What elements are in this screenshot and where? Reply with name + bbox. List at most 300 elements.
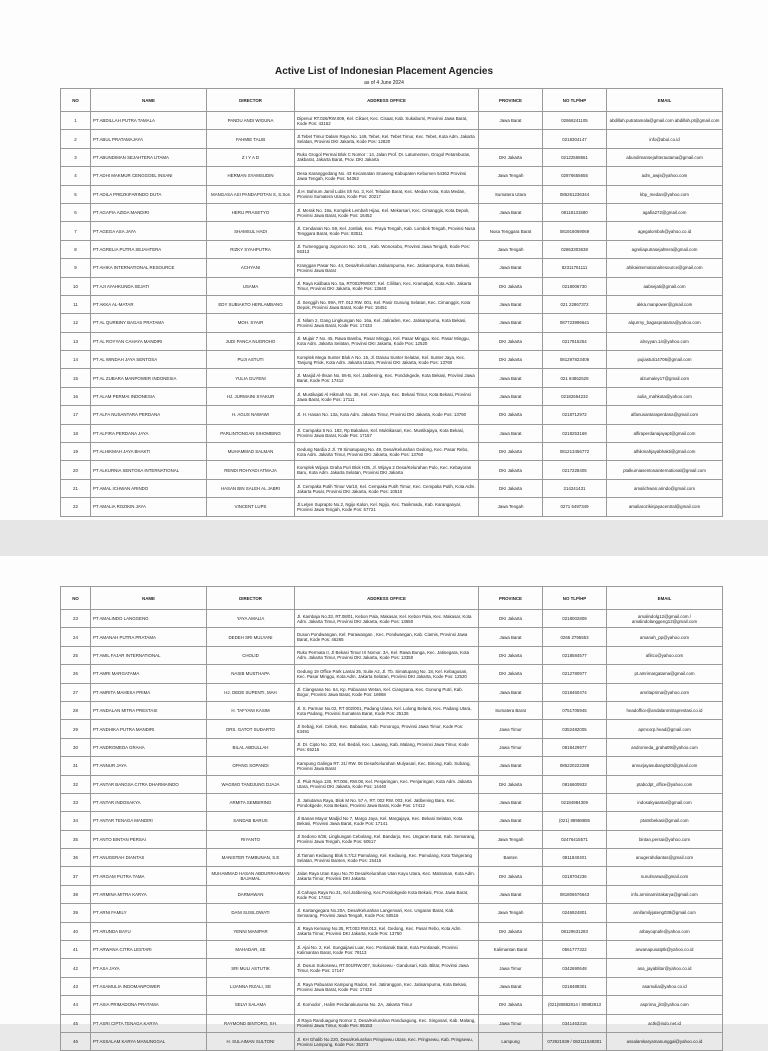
cell-province [479, 130, 543, 148]
cell-province: Sumatera Barat [479, 701, 543, 719]
cell-phone: 02122558661 [543, 148, 607, 166]
cell-name: PT ANDROMEDA GRAHA [91, 738, 207, 756]
cell-name: PT ABUNDIMAN SEJAHTERA UTAMA [91, 148, 207, 166]
cell-province: Banten [479, 849, 543, 867]
table-row [61, 222, 723, 240]
cell-email: indosakyaantar@gmail.com [607, 793, 723, 811]
cell-province: Jawa Timur [479, 720, 543, 738]
cell-no: 39 [61, 904, 91, 922]
header-email: EMAIL [607, 587, 723, 610]
cell-phone: 0218253169 [543, 424, 607, 442]
cell-email: bintan.persai@yahoo.com [607, 830, 723, 848]
cell-no: 19 [61, 443, 91, 461]
cell-name: PT ANDHIKA PUTRA MANDIRI [91, 720, 207, 738]
cell-address: Jl.Taman Kedaung Blok 5.7/12 Pamulang, Kel. Kedaung, Kec. Pamulang, Kota Tangerang Selatan, Provinsi Banten, Kode Pos: 15415 [295, 849, 479, 867]
cell-director: JUDI PANCA NUGROHO [207, 332, 295, 350]
cell-email: abundimansejahterautama@gmail.com [607, 148, 723, 166]
cell-province: Jawa Timur [479, 738, 543, 756]
cell-no: 23 [61, 610, 91, 628]
cell-email: ptatmbekasi@gmail.com [607, 812, 723, 830]
cell-no: 36 [61, 849, 91, 867]
table-row [61, 203, 723, 221]
cell-address: Jl. Ajai No. 2, Kel. Sungaijawi Luar, Kec. Pontianak Barat, Kota Pontianak, Provinsi Kalimantan Barat, Kode Pos: 78113 [295, 941, 479, 959]
cell-email: ptalkurniasentosainternational@gmail.com [607, 461, 723, 479]
cell-director: BILAL ABDULLAH [207, 738, 295, 756]
cell-province: Jawa Barat [479, 295, 543, 313]
cell-name: PT AMRITA MAHESA PRIMA [91, 683, 207, 701]
cell-director: FAHMIE TALIB [207, 130, 295, 148]
cell-phone: 085261236344 [543, 185, 607, 203]
cell-no: 29 [61, 720, 91, 738]
cell-phone: 0218460474 [543, 683, 607, 701]
cell-phone: 0816600933 [543, 775, 607, 793]
cell-phone: 08118131580 [543, 203, 607, 221]
cell-director: HJ. JURMAINI SYAKUR [207, 387, 295, 405]
cell-phone: 0218584577 [543, 646, 607, 664]
cell-no: 16 [61, 387, 91, 405]
header-address: ADDRESS OFFICE [295, 89, 479, 112]
cell-no: 44 [61, 996, 91, 1014]
cell-name: PT ABUL PRATAMAJAYA [91, 130, 207, 148]
cell-email: pujiastuti14706@gmail.com [607, 351, 723, 369]
table-row [61, 1014, 723, 1032]
cell-email: info@abul.co.id [607, 130, 723, 148]
cell-address: Jl. Komodor , Halim Perdanakusuma No. 2A, Jakarta Timur [295, 996, 479, 1014]
cell-name: PT AMIL FAJAR INTERNATIONAL [91, 646, 207, 664]
header-province: PROVINCE [479, 587, 543, 610]
cell-email: asamulia@yahoo.co.id [607, 977, 723, 995]
cell-name: PT ALFA NUSANTARA PERDANA [91, 406, 207, 424]
cell-email: pt.amrimargatama@gmail.com [607, 665, 723, 683]
cell-phone: 087723996641 [543, 314, 607, 332]
cell-name: PT AHIKA INTERNATIONAL RESOURCE [91, 259, 207, 277]
cell-name: PT ARGAM PUTRA TAMA [91, 867, 207, 885]
cell-province: Jawa Tengah [479, 830, 543, 848]
cell-province: Jawa Barat [479, 977, 543, 995]
table-row [61, 387, 723, 405]
cell-address: Jl. Campaka 5 No. 182, Rp Bakakan, Kel. Muktikasari, Kec. Mustikajaya, Kota Bekasi, Provinsi Jawa Barat, Kode Pos: 17157 [295, 424, 479, 442]
cell-director: DEDEH SRI MULYANI [207, 628, 295, 646]
cell-email: headoffice@andalanmitraprestasi.co.id [607, 701, 723, 719]
cell-province: DKI Jakarta [479, 148, 543, 166]
table-row [61, 720, 723, 738]
table-row [61, 922, 723, 940]
cell-email: alfiraperdanajayapt@gmail.com [607, 424, 723, 442]
cell-phone: (021)80882814 / 80882813 [543, 996, 607, 1014]
table-row [61, 332, 723, 350]
cell-province: Jawa Barat [479, 812, 543, 830]
cell-phone: 02863303638 [543, 240, 607, 258]
cell-phone: 021 22867372 [543, 295, 607, 313]
table-row [61, 830, 723, 848]
cell-province: Sumatera Utara [479, 185, 543, 203]
table-row [61, 683, 723, 701]
cell-province: DKI Jakarta [479, 665, 543, 683]
cell-email: agegalombok@yahoo.co.id [607, 222, 723, 240]
table-row [61, 793, 723, 811]
cell-name: PT ANDALAN MITRA PRESTASI [91, 701, 207, 719]
table-row [61, 277, 723, 295]
cell-phone: 0265 2795553 [543, 628, 607, 646]
header-phone: NO TLP/HP [543, 89, 607, 112]
cell-director: RAYMOND BINTORO, SH. [207, 1014, 295, 1032]
cell-phone: 02476415571 [543, 830, 607, 848]
table-row [61, 959, 723, 977]
cell-director: YAYA AMALIA [207, 610, 295, 628]
cell-no: 11 [61, 295, 91, 313]
table-row [61, 185, 723, 203]
cell-address: Jl. Kambaja No.33, RT.08/01, Kebon Pala, Makasar, Kel. Kebon Pala, Kec. Makasar, Kota Adm. Jakarta Timur, Provinsi DKI Jakarta, Kode Pos: 13650 [295, 610, 479, 628]
cell-no: 3 [61, 148, 91, 166]
table-row [61, 314, 723, 332]
cell-address: Jl. H. Hasan No. 13a, Kota Adm. Jakarta Timur, Provinsi DKI Jakarta, Kode Pos: 13760 [295, 406, 479, 424]
cell-email: assalamkaryamanunggal@yahoo.co.id [607, 1032, 723, 1050]
cell-no: 32 [61, 775, 91, 793]
cell-name: PT ALHIKMAH JAYA BHAKTI [91, 443, 207, 461]
cell-phone: 0352482005 [543, 720, 607, 738]
cell-email: andromeda_graha09@yahoo.com [607, 738, 723, 756]
header-email: EMAIL [607, 89, 723, 112]
cell-province: DKI Jakarta [479, 277, 543, 295]
cell-no: 20 [61, 461, 91, 479]
cell-name: PT AL WINDAH JAYA SENTOSA [91, 351, 207, 369]
cell-address: Jl. Nilam 2, Gang Lingkungan No. 16a, Kel. Jatiraden, Kec. Jatisampurna, Kota Bekasi, Provinsi Jawa Barat, Kode Pos: 17433 [295, 314, 479, 332]
table-row [61, 977, 723, 995]
cell-no: 30 [61, 738, 91, 756]
cell-address: Gedung 19 Office Park Lantai 25, Suite A2, Jl. Tb. Simatupang No. 18, Kel. Kebagusan, Kec. Pasar Minggu, Kota Adm. Jakarta Selatan, Provinsi DKI Jakarta, Kode Pos: 12520 [295, 665, 479, 683]
cell-name: PT ALFIRA PERDANA JAYA [91, 424, 207, 442]
cell-province: DKI Jakarta [479, 443, 543, 461]
cell-name: PT AL ZUBARA MANPOWER INDONESIA [91, 369, 207, 387]
page-gap [0, 520, 768, 556]
cell-director: MANISTER TAMBUNAN, S.E [207, 849, 295, 867]
cell-address: Jl. Masjid Al-Ihsan No. 56-B, Kel. Jatibening, Kec. Pondokgede, Kota Bekasi, Provinsi Jawa Barat, Kode Pos: 17412 [295, 369, 479, 387]
cell-name: PT ANTAR BANGSA CITRA DHARMAINDO [91, 775, 207, 793]
cell-email: asprima_jkt@yahoo.com [607, 996, 723, 1014]
cell-phone: 0818429977 [543, 738, 607, 756]
document-title: Active List of Indonesian Placement Agencies [274, 66, 494, 77]
cell-address: Jalan Raya Utan Kayu No.70 Desa/Kelurahan Utan Kayu Utara, Kec. Matraman, Kota Adm. Jakarta Timur, Provinsi DKI Jakarta [295, 867, 479, 885]
cell-no: 28 [61, 701, 91, 719]
cell-address: Jl. S. Parman No.02, RT 002/001, Padang Ulana, Kel. Lolong Belanti, Kec. Padang Utara, Kota Padang, Provinsi Sumatera Barat, Kode Pos: 25136 [295, 701, 479, 719]
cell-name: PT ANTAR INDOSAKYA [91, 793, 207, 811]
cell-phone: 0217228405 [543, 461, 607, 479]
cell-address: Jl. Dusun Sukosewu, RT.001/RW.007, Sukosewu - Gandusari, Kab. Blitar, Provinsi Jawa Timur, Kode Pos: 17147 [295, 959, 479, 977]
cell-address: Komplek Mega Sunter Blok A No. 16, Jl. Danau Sunter Selatan, Kel. Sunter Jaya, Kec. Tanjung Priok, Kota Adm. Jakarta Utara, Provinsi DKI Jakarta, Kode Pos: 13760 [295, 351, 479, 369]
table-row [61, 738, 723, 756]
cell-address: Kampung Galinga RT. 21/ RW. 06 Desa/Kelurahan Mulyasari, Kec. Binong, Kab. Subang, Provinsi Jawa Barat [295, 757, 479, 775]
cell-email: ahikainternationalresource@gmail.com [607, 259, 723, 277]
cell-province: Jawa Barat [479, 885, 543, 903]
cell-no: 2 [61, 130, 91, 148]
cell-email: alzumaley17@gmail.com [607, 369, 723, 387]
cell-address: Jl Sebajj, Kel. Cekok, Kec. Babadan, Kab. Ponorogo, Provinsi Jawa Timur, Kode Pos: 63491 [295, 720, 479, 738]
cell-province: Jawa Tengah [479, 904, 543, 922]
cell-name: PT ANNUR JAYA [91, 757, 207, 775]
cell-name: PT ARNI FAMILY [91, 904, 207, 922]
cell-no: 40 [61, 922, 91, 940]
cell-name: PT ARWANA CITRA LESTARI [91, 941, 207, 959]
cell-province: Nusa Tenggara Barat [479, 222, 543, 240]
cell-province: DKI Jakarta [479, 461, 543, 479]
cell-phone: 02182654232 [543, 387, 607, 405]
table-row [61, 479, 723, 497]
cell-province: Jawa Barat [479, 203, 543, 221]
document-page-2 [0, 556, 768, 1047]
header-name: NAME [91, 587, 207, 610]
table-row [61, 996, 723, 1014]
cell-no: 14 [61, 351, 91, 369]
cell-phone: 0811840401 [543, 849, 607, 867]
table-header-row [61, 587, 723, 610]
cell-director: DRS. GATOT SUDARTO [207, 720, 295, 738]
cell-no: 34 [61, 812, 91, 830]
table-row [61, 240, 723, 258]
cell-email: amritaprima@yahoo.com [607, 683, 723, 701]
table-row [61, 904, 723, 922]
table-row [61, 885, 723, 903]
cell-address: Jl. Mustikajati Al Hikmah No. 36, Kel. Aren Jaya, Kec. Bekasi Timur, Kota Bekasi, Provinsi Jawa Barat, Kode Pos: 17111 [295, 387, 479, 405]
cell-address: Jl. Cendanan No. 59, Kel. Jontlak, Kec. Praya Tengah, Kab. Lombok Tengah, Provinsi Nusa Tenggara Barat, Kode Pos: 83511 [295, 222, 479, 240]
cell-phone: 02876655655 [543, 167, 607, 185]
cell-name: PT ALAM PERMAI INDONESIA [91, 387, 207, 405]
cell-no: 7 [61, 222, 91, 240]
cell-director: LIJANNA RIZALI, SE [207, 977, 295, 995]
document-page-1 [0, 0, 768, 520]
cell-director: MANGASA ASI PANDAPOTAN S, S.Sos [207, 185, 295, 203]
cell-province: Jawa Tengah [479, 498, 543, 516]
cell-address: Jl.Tebet Timur Dalam Raya No. 149, Tebet, Kel. Tebet Timur, Kec. Tebet, Kota Adm. Jakarta Selatan, Provinsi DKI Jakarta, Kode Pos: 12820 [295, 130, 479, 148]
cell-province: DKI Jakarta [479, 351, 543, 369]
cell-name: PT ADILA PREZKIFARINDO DUTA [91, 185, 207, 203]
cell-no: 33 [61, 793, 91, 811]
cell-director: VINCENT LUPS [207, 498, 295, 516]
cell-name: PT ASRI CIPTA TENAGA KARYA [91, 1014, 207, 1032]
cell-address: Jl. Merak No. 19a, Komplek Lembah Hijau, Kel. Mekarsari, Kec. Cimanggis, Kota Depok, Provinsi Jawa Barat, Kode Pos: 16452 [295, 203, 479, 221]
cell-province: DKI Jakarta [479, 996, 543, 1014]
table-row [61, 665, 723, 683]
cell-director: EDY SUBIAKTO HERLAMBANG [207, 295, 295, 313]
cell-province: Jawa Barat [479, 793, 543, 811]
cell-province: Jawa Barat [479, 683, 543, 701]
cell-director: PARLINTONGAN SIHOMBING [207, 424, 295, 442]
cell-email: amanah_pp@yahoo.com [607, 628, 723, 646]
cell-email: amaliarozikinjayacentral@gmail.com [607, 498, 723, 516]
cell-province: Jawa Barat [479, 369, 543, 387]
table-row [61, 167, 723, 185]
cell-name: PT ALKURNIA SENTOSA INTERNATIONAL [91, 461, 207, 479]
cell-address: Dipenur RT.026/RW.009, Kel. Cikaet, Kec. Cisaat, Kab. Sukabumi, Provinsi Jawa Barat, Kode Pos: 43152 [295, 112, 479, 130]
cell-address: Jl. Senggih No. 99A, RT. 012 RW. 001, Kel. Pasir Gunung Selatan, Kec. Cimanggis, Kota Depok, Provinsi Jawa Barat, Kode Pos: 16451 [295, 295, 479, 313]
cell-phone: 0561777322 [543, 941, 607, 959]
cell-no: 18 [61, 424, 91, 442]
cell-phone: 08129631283 [543, 922, 607, 940]
cell-no: 35 [61, 830, 91, 848]
cell-name: PT ASSALAM KARYA MANUNGGAL [91, 1032, 207, 1050]
cell-no: 22 [61, 498, 91, 516]
cell-director: DARMAWAN [207, 885, 295, 903]
cell-director: PUJI ASTUTI [207, 351, 295, 369]
cell-name: PT AGEGA ASA JAYA [91, 222, 207, 240]
cell-director: SHAMSUL HADI [207, 222, 295, 240]
cell-address: Jl. Ciangsana No. 64, Kp. Pabuaran Wetan, Kel. Ciangsana, Kec. Gunung Putri, Kab. Bogor, Provinsi Jawa Barat, Kode Pos: 16968 [295, 683, 479, 701]
cell-director: RIZKY SYAHPUTRA [207, 240, 295, 258]
cell-address: Jl Raya Randuagung Nomor 2, Desa/Kelurahan Randuagung, Kec. Singosari, Kab. Malang, Provinsi Jawa Timur, Kode Pos: 65153 [295, 1014, 479, 1032]
cell-name: PT AMALIA ROZIKIN JAYA [91, 498, 207, 516]
header-province: PROVINCE [479, 89, 543, 112]
cell-phone: 0212780977 [543, 665, 607, 683]
cell-no: 42 [61, 959, 91, 977]
cell-email: alhikmahjayabhakti@gmail.com [607, 443, 723, 461]
cell-director: RIYANTO [207, 830, 295, 848]
cell-name: PT ANUGERAH DIANTAS [91, 849, 207, 867]
cell-email: annurjayasubang520@gmail.com [607, 757, 723, 775]
cell-address: Jl. Tumenggung Jogonoro No. 10 B, , Kab. Wonosobo, Provinsi Jawa Tengah, Kode Pos: 56313 [295, 240, 479, 258]
cell-director: HJ. DEDE SUPENTI, MAH [207, 683, 295, 701]
table-row [61, 148, 723, 166]
cell-director: USAMA [207, 277, 295, 295]
cell-no: 38 [61, 885, 91, 903]
cell-no: 9 [61, 259, 91, 277]
cell-director: DANI SUSILOWATI [207, 904, 295, 922]
cell-director: ACHYANI [207, 259, 295, 277]
cell-no: 41 [61, 941, 91, 959]
cell-email: alfanusantaraperdana@gmail.com [607, 406, 723, 424]
cell-no: 24 [61, 628, 91, 646]
cell-director: PANDU ANDI WIGUNA [207, 112, 295, 130]
cell-name: PT ANTO BINTAN PERSAI [91, 830, 207, 848]
cell-address: Jl. Raya Kemang No.35, RT.003 RW.012, Kel. Gedong, Kec. Pasar Rebo, Kota Adm. Jakarta Timur, Provinsi DKI Jakarta, Kode Pos: 13760 [295, 922, 479, 940]
cell-no: 26 [61, 665, 91, 683]
cell-province: DKI Jakarta [479, 646, 543, 664]
table-row [61, 424, 723, 442]
cell-no: 46 [61, 1032, 91, 1050]
table-row [61, 443, 723, 461]
cell-address: Jl. Pluit Raya 130, RT.006, RW.08, Kel. Penjaringan, Kec. Penjaringan, Kota Adm. Jakarta Utara, Provinsi DKI Jakarta, Kode Pos: 14440 [295, 775, 479, 793]
cell-province: Jawa Barat [479, 757, 543, 775]
cell-province: Kalimantan Barat [479, 941, 543, 959]
table-row [61, 941, 723, 959]
cell-no: 25 [61, 646, 91, 664]
cell-email: alroyyan.14@yahoo.com [607, 332, 723, 350]
table-row [61, 849, 723, 867]
cell-email: adm_awjs@yahoo.com [607, 167, 723, 185]
cell-province: DKI Jakarta [479, 406, 543, 424]
cell-province: Jawa Barat [479, 112, 543, 130]
cell-province: Jawa Barat [479, 387, 543, 405]
cell-name: PT ASA JAYA [91, 959, 207, 977]
cell-province: Jawa Tengah [479, 240, 543, 258]
header-director: DIRECTOR [207, 89, 295, 112]
table-row [61, 812, 723, 830]
cell-name: PT AKKA AL-MATAR [91, 295, 207, 313]
cell-email: akka.manpower@gmail.com [607, 295, 723, 313]
cell-email: asa_jayablitar@yahoo.co.id [607, 959, 723, 977]
cell-phone: (021) 88958855 [543, 812, 607, 830]
cell-phone: 0218712972 [543, 406, 607, 424]
cell-email: kbp_medan@yahoo.com [607, 185, 723, 203]
table-row [61, 701, 723, 719]
cell-director: SANDAB BARUS [207, 812, 295, 830]
cell-address: Jl. Raya Pabuaran Kampung Radon, Kel. Jatiranggon, Kec. Jatisampurna, Kota Bekasi, Provinsi Jawa Barat, Kode Pos: 17432 [295, 977, 479, 995]
cell-email: alqurrny_bagaspratama@yahoo.com [607, 314, 723, 332]
cell-address: Komplek Wijaya Graha Puri Blok H35, Jl. Wijaya 2 Desa/Kelurahan Pulo, Kec. Kebayoran Baru, Kota Adm. Jakarta Selatan, Provinsi DKI Jakarta [295, 461, 479, 479]
cell-address: Jl. Dr. Cipto No. 202, Kel. Bedali, Kec. Lawang, Kab. Malang, Provinsi Jawa Timur, Kode Pos: 65215 [295, 738, 479, 756]
cell-address: Gedung Nardia 2 Jl. 79 Simatupang No. 49, Desa/Kelurahan Gedong, Kec. Pasar Rebo, Kota Adm. Jakarta Timur, Provinsi DKI Jakarta, Kode Pos: 13760 [295, 443, 479, 461]
cell-phone: 0217815254 [543, 332, 607, 350]
cell-address: Jl. KH Ghalib No.220, Desa/Kelurahan Pringsewu Utara, Kec. Pringsewu, Kab. Pringsewu, Provinsi Lampung, Kode Pos: 35373 [295, 1032, 479, 1050]
cell-email: info.arminamitrakarya@gmail.com [607, 885, 723, 903]
cell-email: aabsejati@gmail.com [607, 277, 723, 295]
cell-phone: 0218002809 [543, 610, 607, 628]
cell-province: DKI Jakarta [479, 775, 543, 793]
cell-phone: 214241431 [543, 479, 607, 497]
cell-email: apmcorp.head@gmail.com [607, 720, 723, 738]
cell-email: ptabcdpt_office@yahoo.com [607, 775, 723, 793]
table-row [61, 130, 723, 148]
cell-no: 21 [61, 479, 91, 497]
cell-address: Jl. Jatiutama Raya, Blok M No. 57 A, RT. 002 RW. 003, Kel. Jatibening Baru, Kec. Pondokgede, Kota Bekasi, Provinsi Jawa Barat, Kode Pos: 17412 [295, 793, 479, 811]
cell-name: PT ARUNDA BAYU [91, 922, 207, 940]
cell-no: 17 [61, 406, 91, 424]
cell-province: Jawa Barat [479, 424, 543, 442]
cell-address: Jl.H. Bahrum Jamil Lubis Sh No. 3, Kel. Teladan Barat, Kec. Medan Kota, Kota Medan, Provinsi Sumatera Utara, Kode Pos: 20217 [295, 185, 479, 203]
table-row [61, 406, 723, 424]
cell-name: PT ASIA PRIMADONA PRATAMA [91, 996, 207, 1014]
cell-province: DKI Jakarta [479, 922, 543, 940]
header-name: NAME [91, 89, 207, 112]
cell-director: MUHAMMAD SALMAN [207, 443, 295, 461]
cell-phone: 0218704236 [543, 867, 607, 885]
cell-name: PT ARMINA MITRA KARYA [91, 885, 207, 903]
cell-no: 5 [61, 185, 91, 203]
cell-director: MAHADAR, SE [207, 941, 295, 959]
cell-no: 31 [61, 757, 91, 775]
cell-name: PT AMALINDO LANGGENG [91, 610, 207, 628]
cell-no: 13 [61, 332, 91, 350]
cell-no: 10 [61, 277, 91, 295]
cell-email: amalichwan.arindo@gmail.com [607, 479, 723, 497]
cell-phone: 0341463316 [543, 1014, 607, 1032]
cell-address: Jl.Cahaya Raya No.31, Kel.Jatibening, Kec.Pondokgede Kota Bekasi, Prov. Jawa Barat, Kode Pos: 17412 [295, 885, 479, 903]
cell-no: 43 [61, 977, 91, 995]
cell-phone: 085220222288 [543, 757, 607, 775]
header-director: DIRECTOR [207, 587, 295, 610]
cell-director: WAGIMO TANDJUNG DJAJA [207, 775, 295, 793]
table-row [61, 461, 723, 479]
cell-no: 37 [61, 867, 91, 885]
cell-address: Jl Banan Mayor Madjid No 7, Margo Jaya, Kel. Margajaya, Kec. Bekasi Selatan, Kota Bekasi, Provinsi Jawa Barat, Kode Pos: 17141 [295, 812, 479, 830]
cell-address: Jl. Kartangegara No.20A, Desa/Kelurahan Langensari, Kec. Ungaran Barat, Kab. Semarang, Provinsi Jawa Tengah, Kode Pos: 50516 [295, 904, 479, 922]
cell-province: Jawa Barat [479, 314, 543, 332]
table-body [61, 610, 723, 1051]
header-phone: NO TLP/HP [543, 587, 607, 610]
cell-address: Jl. Raya Kalibata No. 5a, RT002/RW007, Kel. Cililitan, Kec. Kramatjati, Kota Adm. Jakarta Timur, Provinsi DKI Jakarta, Kode Pos: 13640 [295, 277, 479, 295]
cell-province: Jawa Barat [479, 259, 543, 277]
cell-name: PT AJI AYAHKUNDA SEJATI [91, 277, 207, 295]
cell-province: DKI Jakarta [479, 610, 543, 628]
cell-director: SELVI SALAMA [207, 996, 295, 1014]
cell-director: ARMITA SEMBIRING [207, 793, 295, 811]
cell-name: PT ADHI MAKMUR CENGGOEL INSANI [91, 167, 207, 185]
cell-name: PT AMANAH PUTRA PRATAMA [91, 628, 207, 646]
cell-director: YULIA GUYENI [207, 369, 295, 387]
cell-director: SRI MULI ASTUTIK [207, 959, 295, 977]
cell-address: Ruko Grogol Permai Blok C Nomor : 14, Jalan Prof. Dr. Latumenten, Grogol Petamburan, Jakbarat, Jakarta Barat, Prov. DKI Jakarta [295, 148, 479, 166]
cell-name: PT AMAL ICHWAN ARINDO [91, 479, 207, 497]
table-row [61, 369, 723, 387]
cell-no: 6 [61, 203, 91, 221]
